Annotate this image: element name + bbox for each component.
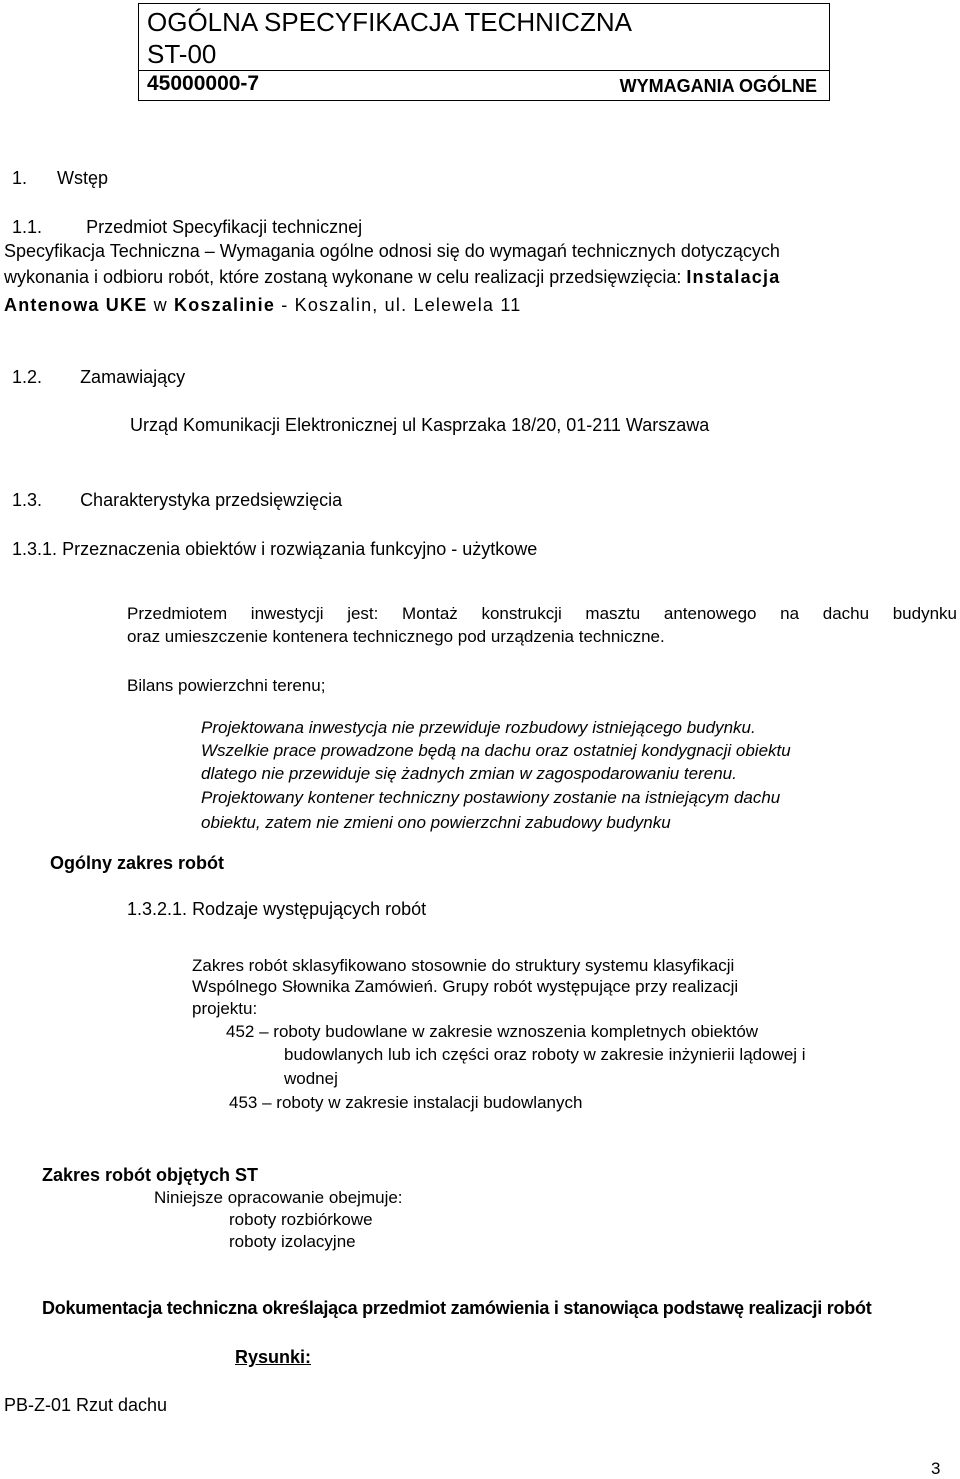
project-name-part2: Antenowa UKE xyxy=(4,295,148,315)
scope-line1: Zakres robót sklasyfikowano stosownie do struktury systemu klasyfikacji xyxy=(192,956,735,975)
balance-line4: Projektowany kontener techniczny postawiony zostanie na istniejącym dachu xyxy=(201,788,781,807)
st-scope-item-demolition: roboty rozbiórkowe xyxy=(229,1210,373,1229)
investment-line2: oraz umieszczenie kontenera technicznego pod urządzenia techniczne. xyxy=(127,627,665,646)
cpv-452-text: – roboty budowlane w zakresie wznoszenia kompletnych obiektów xyxy=(259,1022,759,1041)
spec-header-box xyxy=(138,3,830,101)
st-scope-heading: Zakres robót objętych ST xyxy=(42,1165,259,1185)
works-types-heading xyxy=(127,899,426,920)
section-1-3-heading xyxy=(12,490,342,511)
cpv-453-line xyxy=(229,1093,582,1113)
cpv-452-line2: budowlanych lub ich części oraz roboty w zakresie inżynierii lądowej i xyxy=(284,1045,806,1064)
section-1-3-number: 1.3. xyxy=(12,490,43,510)
balance-heading: Bilans powierzchni terenu; xyxy=(127,676,326,695)
general-scope-heading: Ogólny zakres robót xyxy=(50,853,225,873)
section-1-title: Wstęp xyxy=(57,168,109,188)
page-number: 3 xyxy=(931,1459,941,1478)
drawing-item-roof-plan: PB-Z-01 Rzut dachu xyxy=(4,1395,168,1415)
cpv-452-line1 xyxy=(226,1022,758,1042)
cpv-452-line3: wodnej xyxy=(284,1069,338,1088)
client-address: Urząd Komunikacji Elektronicznej ul Kasprzaka 18/20, 01-211 Warszawa xyxy=(130,415,710,435)
header-divider xyxy=(139,70,829,71)
section-1-1-line2 xyxy=(4,267,780,288)
section-1-heading xyxy=(12,168,108,189)
project-address: - Koszalin, ul. Lelewela 11 xyxy=(275,295,522,315)
section-1-3-1-number: 1.3.1. xyxy=(12,539,58,559)
section-1-1-line2-text: wykonania i odbioru robót, które zostaną wykonane w celu realizacji przedsięwzięcia: xyxy=(4,267,687,287)
investment-line1: Przedmiotem inwestycji jest: Montaż konstrukcji masztu antenowego na dachu budynku xyxy=(127,604,957,623)
st-scope-item-insulation: roboty izolacyjne xyxy=(229,1232,356,1251)
drawings-label: Rysunki: xyxy=(235,1347,312,1367)
balance-line5: obiektu, zatem nie zmieni ono powierzchni zabudowy budynku xyxy=(201,813,671,832)
cpv-452-code: 452 xyxy=(226,1022,255,1041)
balance-line3: dlatego nie przewiduje się żadnych zmian w zagospodarowaniu terenu. xyxy=(201,764,737,783)
documentation-heading: Dokumentacja techniczna określająca przedmiot zamówienia i stanowiąca podstawę realizacji robót xyxy=(42,1298,872,1318)
section-1-3-1-title: Przeznaczenia obiektów i rozwiązania funkcyjno - użytkowe xyxy=(62,539,538,559)
st-scope-intro: Niniejsze opracowanie obejmuje: xyxy=(154,1188,403,1207)
section-1-1-number: 1.1. xyxy=(12,217,43,237)
project-name-connector: w xyxy=(147,295,175,315)
section-1-1-title: Przedmiot Specyfikacji technicznej xyxy=(86,217,363,237)
scope-line3: projektu: xyxy=(192,999,258,1018)
spec-title xyxy=(147,6,632,70)
requirements-label: WYMAGANIA OGÓLNE xyxy=(619,76,817,96)
section-1-1-heading xyxy=(12,217,362,238)
scope-line2: Wspólnego Słownika Zamówień. Grupy robót występujące przy realizacji xyxy=(192,977,739,996)
section-1-number: 1. xyxy=(12,168,28,188)
cpv-code: 45000000-7 xyxy=(147,72,260,95)
section-1-2-title: Zamawiający xyxy=(80,367,186,387)
cpv-453-code: 453 xyxy=(229,1093,258,1112)
spec-title-line1: OGÓLNA SPECYFIKACJA TECHNICZNA xyxy=(147,7,632,37)
section-1-2-number: 1.2. xyxy=(12,367,43,387)
balance-line2: Wszelkie prace prowadzone będą na dachu oraz ostatniej kondygnacji obiektu xyxy=(201,741,791,760)
section-1-1-line3 xyxy=(4,295,521,316)
section-1-3-1-heading xyxy=(12,539,537,560)
section-1-3-title: Charakterystyka przedsięwzięcia xyxy=(80,490,343,510)
balance-line1: Projektowana inwestycja nie przewiduje rozbudowy istniejącego budynku. xyxy=(201,718,756,737)
section-1-1-line1: Specyfikacja Techniczna – Wymagania ogólne odnosi się do wymagań technicznych dotyczących xyxy=(4,241,780,261)
cpv-453-text: – roboty w zakresie instalacji budowlanych xyxy=(262,1093,583,1112)
project-name-part1: Instalacja xyxy=(686,267,781,287)
spec-title-line2: ST-00 xyxy=(147,39,217,69)
section-1-2-heading xyxy=(12,367,185,388)
project-city: Koszalinie xyxy=(174,295,276,315)
works-types-title: Rodzaje występujących robót xyxy=(192,899,427,919)
works-types-number: 1.3.2.1. xyxy=(127,899,188,919)
